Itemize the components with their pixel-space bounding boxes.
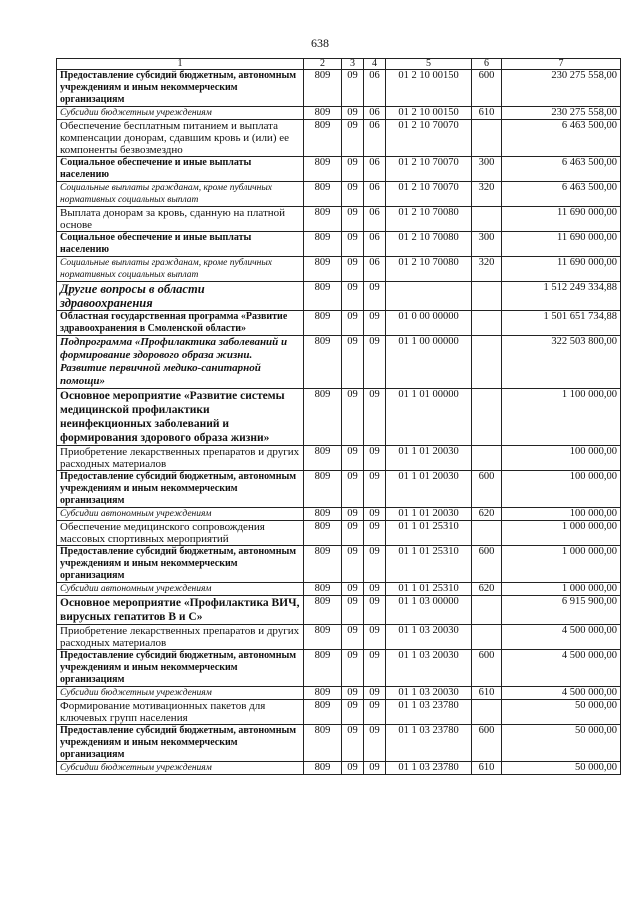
table-row	[57, 583, 621, 596]
expense-name-cell: Предоставление субсидий бюджетным, автономным учреждениям и иным некоммерческим организациям	[57, 725, 304, 762]
expense-name-cell: Предоставление субсидий бюджетным, автономным учреждениям и иным некоммерческим организациям	[57, 546, 304, 583]
amount-cell: 6 463 500,00	[502, 182, 621, 207]
subsection-code-cell: 09	[364, 311, 386, 336]
subsection-code-cell: 06	[364, 232, 386, 257]
subsection-code-cell: 09	[364, 471, 386, 508]
ministry-code-cell: 809	[304, 650, 342, 687]
amount-cell: 100 000,00	[502, 508, 621, 521]
table-row	[57, 700, 621, 725]
expense-name-cell: Основное мероприятие «Развитие системы медицинской профилактики неинфекционных заболеваний и формирования здорового образа жизни»	[57, 389, 304, 446]
ministry-code-cell: 809	[304, 546, 342, 583]
table-row	[57, 257, 621, 282]
expense-name-cell: Подпрограмма «Профилактика заболеваний и формирование здорового образа жизни. Развитие первичной медико-санитарной помощи»	[57, 336, 304, 389]
page-number: 638	[311, 36, 329, 50]
subsection-code-cell: 09	[364, 282, 386, 311]
section-code-cell: 09	[342, 157, 364, 182]
target-article-cell: 01 2 10 70070	[386, 182, 472, 207]
ministry-code-cell: 809	[304, 336, 342, 389]
ministry-code-cell: 809	[304, 583, 342, 596]
target-article-cell: 01 1 01 00000	[386, 389, 472, 446]
section-code-cell: 09	[342, 336, 364, 389]
expense-type-cell	[472, 625, 502, 650]
section-code-cell: 09	[342, 521, 364, 546]
section-code-cell: 09	[342, 583, 364, 596]
target-article-cell: 01 1 01 25310	[386, 546, 472, 583]
ministry-code-cell: 809	[304, 182, 342, 207]
ministry-code-cell: 809	[304, 471, 342, 508]
target-article-cell: 01 1 03 20030	[386, 625, 472, 650]
ministry-code-cell: 809	[304, 70, 342, 107]
subsection-code-cell: 09	[364, 546, 386, 583]
target-article-cell: 01 1 03 00000	[386, 596, 472, 625]
table-row	[57, 446, 621, 471]
subsection-code-cell: 09	[364, 700, 386, 725]
amount-cell: 230 275 558,00	[502, 107, 621, 120]
ministry-code-cell: 809	[304, 700, 342, 725]
ministry-code-cell: 809	[304, 232, 342, 257]
target-article-cell: 01 1 01 20030	[386, 508, 472, 521]
expense-type-cell: 300	[472, 157, 502, 182]
amount-cell: 11 690 000,00	[502, 232, 621, 257]
table-row	[57, 625, 621, 650]
expense-type-cell	[472, 596, 502, 625]
subsection-code-cell: 06	[364, 257, 386, 282]
ministry-code-cell: 809	[304, 389, 342, 446]
expense-name-cell: Приобретение лекарственных препаратов и других расходных материалов	[57, 625, 304, 650]
table-row	[57, 389, 621, 446]
expense-name-cell: Обеспечение бесплатным питанием и выплата компенсации донорам, сдавшим кровь и (или) ее компоненты безвозмездно	[57, 120, 304, 157]
table-row	[57, 311, 621, 336]
target-article-cell: 01 2 10 00150	[386, 70, 472, 107]
expense-type-cell: 620	[472, 583, 502, 596]
expense-type-cell: 600	[472, 546, 502, 583]
table-row	[57, 282, 621, 311]
amount-cell: 100 000,00	[502, 446, 621, 471]
target-article-cell: 01 1 03 23780	[386, 725, 472, 762]
ministry-code-cell: 809	[304, 120, 342, 157]
subsection-code-cell: 09	[364, 521, 386, 546]
table-row	[57, 521, 621, 546]
expense-type-cell: 610	[472, 762, 502, 775]
table-row	[57, 546, 621, 583]
section-code-cell: 09	[342, 446, 364, 471]
column-header: 6	[472, 59, 502, 70]
target-article-cell: 01 2 10 70070	[386, 157, 472, 182]
target-article-cell: 01 2 10 70070	[386, 120, 472, 157]
ministry-code-cell: 809	[304, 207, 342, 232]
subsection-code-cell: 09	[364, 583, 386, 596]
expense-type-cell	[472, 700, 502, 725]
table-row	[57, 120, 621, 157]
expense-name-cell: Субсидии автономным учреждениям	[57, 583, 304, 596]
expense-name-cell: Обеспечение медицинского сопровождения массовых спортивных мероприятий	[57, 521, 304, 546]
expense-type-cell	[472, 120, 502, 157]
section-code-cell: 09	[342, 232, 364, 257]
section-code-cell: 09	[342, 471, 364, 508]
expense-name-cell: Социальные выплаты гражданам, кроме публичных нормативных социальных выплат	[57, 182, 304, 207]
amount-cell: 4 500 000,00	[502, 650, 621, 687]
amount-cell: 50 000,00	[502, 700, 621, 725]
target-article-cell: 01 1 00 00000	[386, 336, 472, 389]
subsection-code-cell: 06	[364, 182, 386, 207]
amount-cell: 1 501 651 734,88	[502, 311, 621, 336]
amount-cell: 1 512 249 334,88	[502, 282, 621, 311]
target-article-cell: 01 1 03 23780	[386, 700, 472, 725]
ministry-code-cell: 809	[304, 257, 342, 282]
target-article-cell: 01 1 01 25310	[386, 583, 472, 596]
amount-cell: 4 500 000,00	[502, 625, 621, 650]
column-header: 3	[342, 59, 364, 70]
section-code-cell: 09	[342, 762, 364, 775]
subsection-code-cell: 09	[364, 596, 386, 625]
subsection-code-cell: 09	[364, 687, 386, 700]
expense-name-cell: Субсидии бюджетным учреждениям	[57, 107, 304, 120]
column-header: 5	[386, 59, 472, 70]
section-code-cell: 09	[342, 650, 364, 687]
ministry-code-cell: 809	[304, 157, 342, 182]
expense-type-cell: 600	[472, 650, 502, 687]
expense-type-cell	[472, 389, 502, 446]
subsection-code-cell: 06	[364, 107, 386, 120]
expense-type-cell	[472, 207, 502, 232]
column-header: 4	[364, 59, 386, 70]
amount-cell: 6 463 500,00	[502, 157, 621, 182]
section-code-cell: 09	[342, 596, 364, 625]
column-number-header	[57, 59, 621, 70]
subsection-code-cell: 09	[364, 762, 386, 775]
ministry-code-cell: 809	[304, 762, 342, 775]
subsection-code-cell: 06	[364, 157, 386, 182]
subsection-code-cell: 09	[364, 650, 386, 687]
target-article-cell: 01 2 10 70080	[386, 257, 472, 282]
expense-type-cell: 320	[472, 182, 502, 207]
expense-name-cell: Выплата донорам за кровь, сданную на платной основе	[57, 207, 304, 232]
target-article-cell: 01 1 03 23780	[386, 762, 472, 775]
expense-name-cell: Социальное обеспечение и иные выплаты населению	[57, 232, 304, 257]
expense-name-cell: Формирование мотивационных пакетов для ключевых групп населения	[57, 700, 304, 725]
section-code-cell: 09	[342, 207, 364, 232]
column-header: 1	[57, 59, 304, 70]
section-code-cell: 09	[342, 700, 364, 725]
table-row	[57, 157, 621, 182]
expense-type-cell: 600	[472, 70, 502, 107]
amount-cell: 50 000,00	[502, 762, 621, 775]
target-article-cell: 01 1 01 25310	[386, 521, 472, 546]
budget-table	[56, 58, 621, 775]
section-code-cell: 09	[342, 107, 364, 120]
target-article-cell: 01 0 00 00000	[386, 311, 472, 336]
table-row	[57, 471, 621, 508]
table-row	[57, 107, 621, 120]
target-article-cell	[386, 282, 472, 311]
table-row	[57, 687, 621, 700]
target-article-cell: 01 2 10 70080	[386, 232, 472, 257]
ministry-code-cell: 809	[304, 446, 342, 471]
expense-type-cell: 610	[472, 107, 502, 120]
expense-type-cell	[472, 521, 502, 546]
section-code-cell: 09	[342, 508, 364, 521]
target-article-cell: 01 1 01 20030	[386, 446, 472, 471]
expense-name-cell: Основное мероприятие «Профилактика ВИЧ, вирусных гепатитов В и С»	[57, 596, 304, 625]
table-row	[57, 182, 621, 207]
ministry-code-cell: 809	[304, 521, 342, 546]
table-row	[57, 207, 621, 232]
table-row	[57, 650, 621, 687]
ministry-code-cell: 809	[304, 282, 342, 311]
subsection-code-cell: 09	[364, 446, 386, 471]
section-code-cell: 09	[342, 389, 364, 446]
ministry-code-cell: 809	[304, 311, 342, 336]
section-code-cell: 09	[342, 257, 364, 282]
ministry-code-cell: 809	[304, 107, 342, 120]
section-code-cell: 09	[342, 120, 364, 157]
amount-cell: 6 463 500,00	[502, 120, 621, 157]
ministry-code-cell: 809	[304, 625, 342, 650]
expense-name-cell: Субсидии бюджетным учреждениям	[57, 762, 304, 775]
table-row	[57, 336, 621, 389]
amount-cell: 1 100 000,00	[502, 389, 621, 446]
subsection-code-cell: 06	[364, 120, 386, 157]
amount-cell: 1 000 000,00	[502, 583, 621, 596]
expense-name-cell: Социальные выплаты гражданам, кроме публичных нормативных социальных выплат	[57, 257, 304, 282]
target-article-cell: 01 1 03 20030	[386, 687, 472, 700]
column-header: 2	[304, 59, 342, 70]
target-article-cell: 01 2 10 00150	[386, 107, 472, 120]
amount-cell: 11 690 000,00	[502, 207, 621, 232]
amount-cell: 50 000,00	[502, 725, 621, 762]
expense-type-cell: 320	[472, 257, 502, 282]
ministry-code-cell: 809	[304, 725, 342, 762]
expense-name-cell: Областная государственная программа «Развитие здравоохранения в Смоленской области»	[57, 311, 304, 336]
section-code-cell: 09	[342, 687, 364, 700]
expense-name-cell: Приобретение лекарственных препаратов и других расходных материалов	[57, 446, 304, 471]
section-code-cell: 09	[342, 282, 364, 311]
target-article-cell: 01 2 10 70080	[386, 207, 472, 232]
column-header: 7	[502, 59, 621, 70]
ministry-code-cell: 809	[304, 596, 342, 625]
expense-type-cell: 600	[472, 471, 502, 508]
table-row	[57, 596, 621, 625]
amount-cell: 100 000,00	[502, 471, 621, 508]
expense-name-cell: Субсидии автономным учреждениям	[57, 508, 304, 521]
amount-cell: 1 000 000,00	[502, 546, 621, 583]
amount-cell: 4 500 000,00	[502, 687, 621, 700]
expense-type-cell: 610	[472, 687, 502, 700]
expense-name-cell: Предоставление субсидий бюджетным, автономным учреждениям и иным некоммерческим организациям	[57, 471, 304, 508]
amount-cell: 230 275 558,00	[502, 70, 621, 107]
expense-type-cell	[472, 311, 502, 336]
amount-cell: 1 000 000,00	[502, 521, 621, 546]
subsection-code-cell: 09	[364, 336, 386, 389]
subsection-code-cell: 09	[364, 389, 386, 446]
ministry-code-cell: 809	[304, 508, 342, 521]
ministry-code-cell: 809	[304, 687, 342, 700]
table-body	[57, 70, 621, 775]
expense-type-cell: 620	[472, 508, 502, 521]
expense-type-cell	[472, 336, 502, 389]
table-row	[57, 725, 621, 762]
subsection-code-cell: 09	[364, 725, 386, 762]
subsection-code-cell: 09	[364, 625, 386, 650]
table-row	[57, 762, 621, 775]
expense-type-cell: 300	[472, 232, 502, 257]
table-row	[57, 70, 621, 107]
section-code-cell: 09	[342, 625, 364, 650]
table-row	[57, 232, 621, 257]
target-article-cell: 01 1 03 20030	[386, 650, 472, 687]
expense-type-cell	[472, 282, 502, 311]
section-code-cell: 09	[342, 546, 364, 583]
target-article-cell: 01 1 01 20030	[386, 471, 472, 508]
section-code-cell: 09	[342, 182, 364, 207]
expense-name-cell: Субсидии бюджетным учреждениям	[57, 687, 304, 700]
section-code-cell: 09	[342, 311, 364, 336]
subsection-code-cell: 06	[364, 70, 386, 107]
expense-name-cell: Предоставление субсидий бюджетным, автономным учреждениям и иным некоммерческим организациям	[57, 650, 304, 687]
expense-type-cell: 600	[472, 725, 502, 762]
expense-name-cell: Социальное обеспечение и иные выплаты населению	[57, 157, 304, 182]
subsection-code-cell: 09	[364, 508, 386, 521]
section-code-cell: 09	[342, 725, 364, 762]
section-code-cell: 09	[342, 70, 364, 107]
amount-cell: 6 915 900,00	[502, 596, 621, 625]
expense-type-cell	[472, 446, 502, 471]
amount-cell: 322 503 800,00	[502, 336, 621, 389]
expense-name-cell: Другие вопросы в области здравоохранения	[57, 282, 304, 311]
subsection-code-cell: 06	[364, 207, 386, 232]
table-row	[57, 508, 621, 521]
amount-cell: 11 690 000,00	[502, 257, 621, 282]
expense-name-cell: Предоставление субсидий бюджетным, автономным учреждениям и иным некоммерческим организациям	[57, 70, 304, 107]
